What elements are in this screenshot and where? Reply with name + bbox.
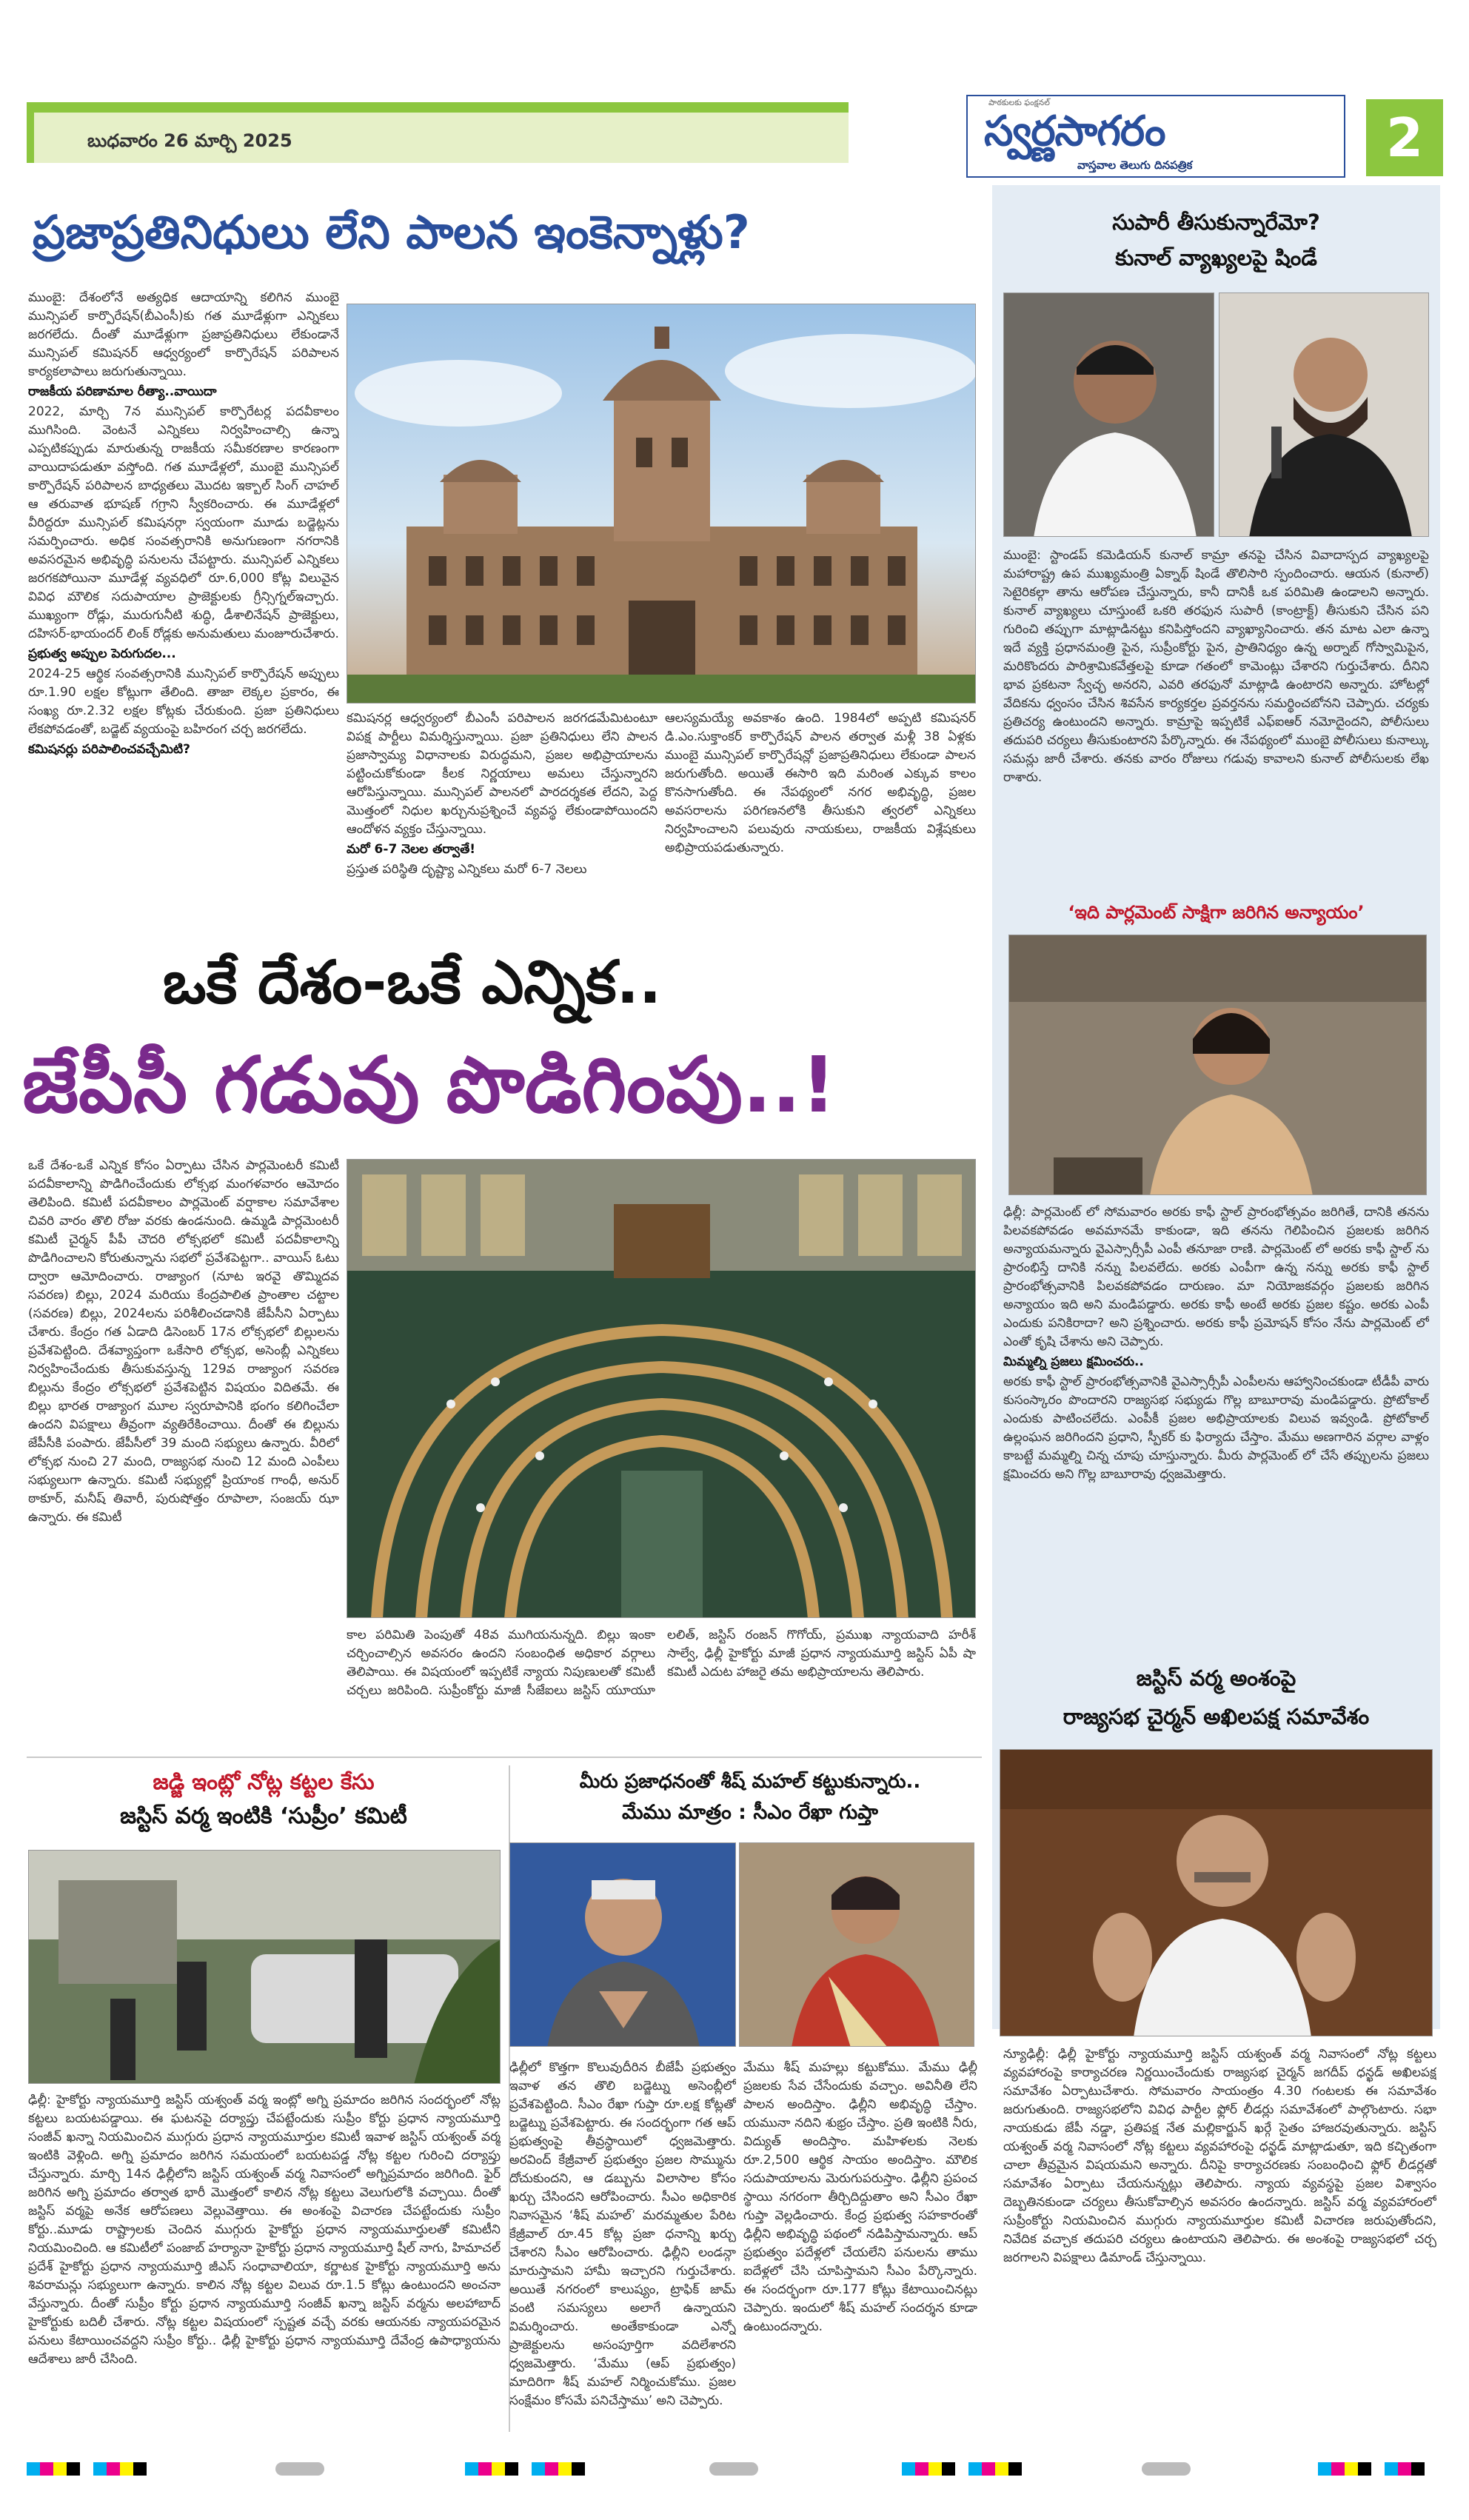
subhead-2: ప్రభుత్వ అప్పుల పెరుగుదల... xyxy=(28,646,176,661)
kejriwal-illustration xyxy=(510,1843,736,2047)
para-1: ముంబై: దేశంలోనే అత్యధిక ఆదాయాన్ని కలిగిన ముంబై మున్సిపల్ కార్పొరేషన్(బీఎంసీ)కు గత మూడేళ్లుగా ఎన్నికలు జరగలేదు. దీంతో మూడేళ్లుగా ప్రజాప్రతినిధులు లేకుండానే మున్సిపల్ కమిషనర్ ఆధ్వర్యంలో కార్పొరేషన్ పరిపాలన కార్యకలాపాలు జరుగుతున్నాయి. xyxy=(28,290,339,379)
judge-headline: జస్టిస్ వర్మ ఇంటికి ‘సుప్రీం’ కమిటీ xyxy=(120,1803,407,1829)
divider-horizontal xyxy=(27,1757,982,1758)
registration-strip-left xyxy=(27,2462,147,2476)
sidebar3-body-text: న్యూఢిల్లీ: ఢిల్లీ హైకోర్టు న్యాయమూర్తి జస్టిస్ యశ్వంత్ వర్మ నివాసంలో నోట్ల కట్టలు వ్యవహారంపై కార్యాచరణ నిర్ణయించేందుకు రాజ్యసభ చైర్మన్ జగదీప్ ధన్ఖడ్ అఖిలపక్ష సమావేశం ఏర్పాటుచేశారు. సోమవారం సాయంత్రం 4.30 గంటలకు ఈ సమావేశం జరుగుతుంది. రాజ్యసభలోని వివిధ పార్టీల ఫ్లోర్ లీడర్లు సమావేశంలో పాల్గొంటారు. సభా నాయకుడు జేపీ నడ్డా, ప్రతిపక్ష నేత మల్లికార్జున్ ఖర్గే సైతం హాజరవుతున్నారు. జస్టిస్ యశ్వంత్ వర్మ నివాసంలో నోట్ల కట్టలు వ్యవహారంపై ధన్ఖడ్ మాట్లాడుతూ, ఇది కచ్చితంగా చాలా తీవ్రమైన విషయమని అన్నారు. దీనిపై కార్యాచరణకు సంబంధించి ఫ్లోర్ లీడర్లతో సమావేశం ఏర్పాటు చేయనున్నట్లు తెలిపారు. న్యాయ వ్యవస్థపై ప్రజల విశ్వాసం దెబ్బతినకుండా చర్యలు తీసుకోవాల్సిన అవసరం ఉందన్నారు. జస్టిస్ వర్మ వ్యవహారంలో సుప్రీంకోర్టు నియమించిన ముగ్గురు న్యాయమూర్తుల కమిటీ విచారణ జరుపుతోందని, నివేదిక వచ్చాక తదుపరి చర్యలు ఉంటాయని తెలిపారు. ఈ అంశంపై రాజ్యసభలో చర్చ జరగాలని విపక్షాలు డిమాండ్ చేస్తున్నాయి. xyxy=(1003,2047,1436,2265)
jpc-col1 xyxy=(28,1157,339,1749)
main-story-col2 xyxy=(347,709,657,895)
issue-date: బుధవారం 26 మార్చి 2025 xyxy=(87,130,292,151)
main-story-col1 xyxy=(28,289,339,889)
tanuja-rani-photo xyxy=(1008,935,1427,1195)
sheesh-headline-line1: మీరు ప్రజాధనంతో శీష్ మహల్ కట్టుకున్నారు.. xyxy=(579,1771,921,1793)
dhankhar-photo xyxy=(1000,1749,1433,2036)
lok-sabha-photo xyxy=(347,1159,976,1618)
lok-sabha-illustration xyxy=(347,1160,976,1618)
judge-house-illustration xyxy=(29,1851,501,2084)
kunal-kamra-photo xyxy=(1219,293,1429,537)
jpc-col2-col3 xyxy=(347,1626,976,1752)
masthead-logo xyxy=(966,95,1345,178)
sheesh-col1 xyxy=(509,2059,736,2429)
sidebar3-body xyxy=(1003,2045,1436,2430)
col2-subhead: మరో 6-7 నెలల తర్వాతే! xyxy=(347,842,476,857)
subhead-1: రాజకీయ పరిణామాల రీత్యా..వాయిదా xyxy=(28,384,217,399)
para-3: 2024-25 ఆర్థిక సంవత్సరానికి మున్సిపల్ కార్పొరేషన్ అప్పులు రూ.1.90 లక్షల కోట్లుగా తేలింది. తాజా లెక్కల ప్రకారం, ఈ సంఖ్య రూ.2.32 లక్షల కోట్లకు చేరుకుంది. ప్రజా ప్రతినిధులు లేకపోవడంతో, బడ్జెట్ వ్యయంపై బహిరంగ చర్చ జరగలేదు. xyxy=(28,666,339,737)
date-bar-stripe xyxy=(27,102,849,113)
bmc-building-illustration xyxy=(347,304,976,703)
judge-house-photo xyxy=(28,1850,501,2084)
sidebar1-headline-line1: సుపారీ తీసుకున్నారేమో? xyxy=(1112,210,1320,235)
col2-tail: ప్రస్తుత పరిస్థితి దృష్ట్యా ఎన్నికలు మరో 6-7 నెలలు xyxy=(347,862,587,877)
sidebar2-body2-text: అరకు కాఫీ స్టాల్ ప్రారంభోత్సవానికి వైఎస్సార్సీపీ ఎంపీలను ఆహ్వానించకుండా టీడీపీ వారు కుసంస్కారం పొందారని రాజ్యసభ సభ్యుడు గొల్ల బాబూరావు మండిపడ్డారు. ప్రోటోకాల్ ఎందుకు పాటించలేదు. ఎంపీకీ ప్రజల అభిప్రాయాలకు విలువ ఇవ్వండి. ప్రోటోకాల్ ఉల్లంఘన జరిగిందని ప్రధాని, స్పీకర్ కు ఫిర్యాదు చేస్తాం. మేము అణగారిన వర్గాల వాళ్లం కాబట్టే మమ్మల్ని చిన్న చూపు చూస్తున్నారు. మీరు పార్లమెంట్ లో చేసే తప్పులను ప్రజలు క్షమించరు అని గొల్ల బాబూరావు ధ్వజమెత్తారు. xyxy=(1003,1374,1429,1482)
logo-top-text: పాఠకులకు ఫంక్షనల్ xyxy=(988,98,1050,107)
dhankhar-illustration xyxy=(1000,1750,1433,2036)
registration-pill-3 xyxy=(1142,2462,1191,2476)
logo-tagline: వాస్తవాల తెలుగు దినపత్రిక xyxy=(1077,158,1193,172)
registration-strip-right xyxy=(902,2462,1022,2476)
registration-pill-1 xyxy=(275,2462,324,2476)
jpc-headline-line1: ఒకే దేశం-ఒకే ఎన్నిక.. xyxy=(163,948,662,1017)
jpc-col3-text: కాల పరిమితి పెంపుతో 48వ ముగియనున్నది. బిల్లు ఇంకా చర్చించాల్సిన అవసరం ఉందని సంబంధిత అధికార వర్గాలు తెలిపాయి. ఈ విషయంలో ఇప్పటికే న్యాయ నిపుణులతో కమిటీ చర్చలు జరిపింది. సుప్రీంకోర్టు మాజీ సీజేఐలు జస్టిస్ యూయూ లలిత్, జస్టిస్ రంజన్ గొగోయ్, ప్రముఖ న్యాయవాది హరీశ్ సాల్వే, ఢిల్లీ హైకోర్టు మాజీ ప్రధాన న్యాయమూర్తి జస్టిస్ ఏపీ షా కమిటీ ఎదుట హాజరై తమ అభిప్రాయాలను తెలిపారు. xyxy=(347,1628,976,1698)
kejriwal-photo xyxy=(509,1842,736,2047)
sidebar3-headline-line2: రాజ్యసభ చైర్మన్ అఖిలపక్ష సమావేశం xyxy=(1063,1704,1370,1729)
jpc-col1-text: ఒకే దేశం-ఒకే ఎన్నిక కోసం ఏర్పాటు చేసిన పార్లమెంటరీ కమిటీ పదవీకాలాన్ని పొడిగించేందుకు లోక్సభ మంగళవారం ఆమోదం తెలిపింది. కమిటీ పదవీకాలం పార్లమెంట్ వర్షాకాల సమావేశాల చివరి వారం తొలి రోజు వరకు ఉండనుంది. ఉమ్మడి పార్లమెంటరీ కమిటీ చైర్మన్ పీపీ చౌదరి లోక్సభలో కమిటీ పదవీకాలాన్ని పొడిగించాలని కోరుతున్నాను సభలో ప్రవేశపెట్టగా.. వాయిస్ ఓటు ద్వారా ఆమోదించారు. రాజ్యాంగ (నూట ఇరవై తొమ్మిదవ సవరణ) బిల్లు, 2024 మరియు కేంద్రపాలిత ప్రాంతాల చట్టాల (సవరణ) బిల్లు, 2024లను పరిశీలించడానికి జేపీసీని ఏర్పాటు చేశారు. కేంద్రం గత ఏడాది డిసెంబర్ 17న లోక్సభలో బిల్లులను ప్రవేశపెట్టింది. దేశవ్యాప్తంగా ఒకేసారి లోక్సభ, అసెంబ్లీ ఎన్నికలు నిర్వహించేందుకు తీసుకువస్తున్న 129వ రాజ్యాంగ సవరణ బిల్లును కేంద్రం లోక్సభలో ప్రవేశపెట్టిన విషయం విదితమే. ఈ బిల్లు భారత రాజ్యాంగ మూల స్వరూపానికి భంగం కలిగించేలా ఉందని విపక్షాలు తీవ్రంగా వ్యతిరేకించాయి. దీంతో ఈ బిల్లును జేపీసీకి పంపారు. జేపీసీలో 39 మంది సభ్యులు ఉన్నారు. వీరిలో లోక్సభ నుంచి 27 మంది, రాజ్యసభ నుంచి 12 మంది ఎంపీలు సభ్యులుగా ఉన్నారు. కమిటీ సభ్యుల్లో ప్రియాంక గాంధీ, అనుర్ ఠాకూర్, మనీష్ తివారీ, పురుషోత్తం రూపాలా, సంజయ్ ఝా ఉన్నారు. ఈ కమిటీ xyxy=(28,1158,339,1525)
sheesh-col2 xyxy=(743,2059,977,2429)
para-2: 2022, మార్చి 7న మున్సిపల్ కార్పొరేటర్ల పదవీకాలం ముగిసింది. వెంటనే ఎన్నికలు నిర్వహించాల్సి ఉన్నా ఎప్పటికప్పుడు మారుతున్న రాజకీయ సమీకరణాల కారణంగా వాయిదాపడుతూ వస్తోంది. గత మూడేళ్లలో, ముంబై మున్సిపల్ కార్పొరేషన్ పరిపాలన బాధ్యతలు మొదట ఇక్బాల్ సింగ్ చాహల్ ఆ తరువాత భూషణ్ గగ్రాని స్వీకరించారు. ఈ మూడేళ్లలో వీరిద్దరూ మున్సిపల్ కమిషనర్గా స్వయంగా మూడు బడ్జెట్లను సమర్పించారు. అధిక సంవత్సరానికి అనుగుణంగా నగరానికి అవసరమైన అభివృద్ధి పనులను చేపట్టారు. మున్సిపల్ ఎన్నికలు జరగకపోయినా మూడేళ్ల వ్యవధిలో రూ.6,000 కోట్ల విలువైన వివిధ మౌలిక సదుపాయాల ప్రాజెక్టులకు గ్రీన్సిగ్నల్ఇచ్చారు. ముఖ్యంగా రోడ్లు, మురుగునీటి శుద్ధి, డీశాలినేషన్ ప్రాజెక్టులు, దహిసర్-భాయందర్ లింక్ రోడ్లకు అనుమతులు మంజూరుచేశారు. xyxy=(28,404,339,641)
jpc-headline-line2: జేపీసీ గడువు పొడిగింపు..! xyxy=(22,1040,837,1130)
sidebar2-body xyxy=(1003,1203,1429,1607)
sidebar2-subhead: మిమ్మల్ని ప్రజలు క్షమించరు.. xyxy=(1003,1354,1144,1369)
col3-text: ఆలస్యమయ్యే అవకాశం ఉంది. 1984లో అప్పటి కమిషనర్ డి.ఎం.సుక్తాంకర్ కార్పొరేషన్ పాలన తర్వాత మళ్లీ 38 ఏళ్లకు ముంబై మున్సిపల్ కార్పొరేషన్లో ప్రజాప్రతినిధులు లేకుండా పాలన జరుగుతోంది. అయితే ఈసారి ఇది మరింత ఎక్కువ కాలం కొనసాగుతోంది. ఈ నేపథ్యంలో నగర అభివృద్ధి, ప్రజల అవసరాలను పరిగణనలోకి తీసుకుని త్వరలో ఎన్నికలు నిర్వహించాలని పలువురు నాయకులు, రాజకీయ విశ్లేషకులు అభిప్రాయపడుతున్నారు. xyxy=(665,711,976,855)
sidebar2-body-text: ఢిల్లీ: పార్లమెంట్ లో సోమవారం అరకు కాఫీ స్టాల్ ప్రారంభోత్సవం జరిగితే, దానికి తనను పిలవకపోవడం అవమానమే కాకుండా, ఇది తనను గెలిపించిన ప్రజలకు జరిగిన అన్యాయమన్నారు వైఎస్సార్సీపీ ఎంపీ తనూజా రాణి. పార్లమెంట్ లో అరకు కాఫీ స్టాల్ ను ప్రారంభిస్తే దానికి నన్ను పిలవలేదు. అరకు ఎంపీగా ఉన్న నన్ను అరకు కాఫీ స్టాల్ ప్రారంభోత్సవానికి పిలవకపోవడం దారుణం. మా నియోజకవర్గం ప్రజలకు జరిగిన అన్యాయం ఇది అని మండిపడ్డారు. అరకు కాఫీ అంటే అరకు ప్రజల కష్టం. అరకు ఎంపీ ఎందుకు పనికిరాదా? అని ప్రశ్నించారు. అరకు కాఫీ ప్రమోషన్ కోసం నేను పార్లమెంట్ లో ఎంతో కృషి చేశాను అని చెప్పారు. xyxy=(1003,1205,1429,1349)
registration-strip-mid xyxy=(465,2462,585,2476)
logo-title: స్వర్ణసాగరం xyxy=(984,107,1165,156)
col2-text: కమిషనర్ల ఆధ్వర్యంలో బీఎంసీ పరిపాలన జరగడమేమిటంటూ విపక్ష పార్టీలు విమర్శిస్తున్నాయి. ప్రజా ప్రతినిధులు లేని పాలన ప్రజాస్వామ్య విధానాలకు విరుద్ధమని, ప్రజల అభిప్రాయాలను పట్టించుకోకుండా కీలక నిర్ణయాలు అమలు చేస్తున్నారని ఆరోపిస్తున్నాయి. మున్సిపల్ పాలనలో పారదర్శకత లేదని, పెద్ద మొత్తంలో నిధుల ఖర్చునుప్రశ్నించే వ్యవస్థ లేకుండాపోయిందని ఆందోళన వ్యక్తం చేస్తున్నాయి. xyxy=(347,711,657,837)
sidebar1-headline-line2: కునాల్ వ్యాఖ్యలపై షిండే xyxy=(1115,245,1317,270)
sidebar1-body xyxy=(1003,547,1429,895)
shinde-illustration xyxy=(1004,293,1214,537)
kunal-kamra-illustration xyxy=(1219,293,1429,537)
shinde-photo xyxy=(1003,293,1214,537)
sheesh-headline-line2: మేము మాత్రం : సీఎం రేఖా గుప్తా xyxy=(621,1801,879,1824)
tanuja-rani-illustration xyxy=(1009,935,1427,1195)
sheesh-col2-text: మేము శీష్ మహల్లు కట్టుకోము. మేము ఢిల్లీ ప్రజలకు సేవ చేసేందుకు వచ్చాం. అవినీతి లేని పాలన అందిస్తాం. ఢిల్లీని అభివృద్ధి చేస్తాం. యమునా నదిని శుభ్రం చేస్తాం. ప్రతి ఇంటికి నీరు, విద్యుత్ అందిస్తాం. మహిళలకు నెలకు రూ.2,500 ఆర్థిక సాయం అందిస్తాం. మౌలిక సదుపాయాలను మెరుగుపరుస్తాం. ఢిల్లీని ప్రపంచ స్థాయి నగరంగా తీర్చిదిద్దుతాం అని సీఎం రేఖా గుప్తా వెల్లడించారు. కేంద్ర ప్రభుత్వ సహకారంతో ఢిల్లీని అభివృద్ధి పథంలో నడిపిస్తామన్నారు. ఆప్ ప్రభుత్వం పదేళ్లలో చేయలేని పనులను తాము ఐదేళ్లలో చేసి చూపిస్తామని సీఎం పేర్కొన్నారు. ఈ సందర్భంగా రూ.177 కోట్లు కేటాయించినట్లు చెప్పారు. ఇందులో శీష్ మహల్ సందర్శన కూడా ఉంటుందన్నారు. xyxy=(743,2060,977,2334)
sidebar3-headline-line1: జస్టిస్ వర్మ అంశంపై xyxy=(1136,1665,1296,1691)
judge-body xyxy=(28,2091,501,2432)
rekha-gupta-illustration xyxy=(740,1843,974,2047)
page-number: 2 xyxy=(1385,107,1424,169)
rekha-gupta-photo xyxy=(739,1842,974,2047)
sheesh-col1-text: ఢిల్లీలో కొత్తగా కొలువుదీరిన బీజేపీ ప్రభుత్వం ఇవాళ తన తొలి బడ్జెట్ను అసెంబ్లీలో ప్రవేశపెట్టింది. సీఎం రేఖా గుప్తా రూ.లక్ష కోట్లతో బడ్జెట్ను ప్రవేశపెట్టారు. ఈ సందర్భంగా గత ఆప్ ప్రభుత్వంపై తీవ్రస్థాయిలో ధ్వజమెత్తారు. అరవింద్ కేజ్రీవాల్ ప్రభుత్వం ప్రజల సొమ్మును దోచుకుందని, ఆ డబ్బును విలాసాల కోసం ఖర్చు చేసిందని ఆరోపించారు. సీఎం అధికారిక నివాసమైన ‘శీష్ మహల్’ మరమ్మతుల పేరిట కేజ్రీవాల్ రూ.45 కోట్ల ప్రజా ధనాన్ని ఖర్చు చేశారని సీఎం ఆరోపించారు. ఢిల్లీని లండన్గా మారుస్తామని హామీ ఇచ్చారని గుర్తుచేశారు. అయితే నగరంలో కాలుష్యం, ట్రాఫిక్ జామ్ వంటి సమస్యలు అలాగే ఉన్నాయని విమర్శించారు. అంతేకాకుండా ఎన్నో ప్రాజెక్టులను అసంపూర్తిగా వదిలేశారని ధ్వజమెత్తారు. ‘మేము (ఆప్ ప్రభుత్వం) మాదిరిగా శీష్ మహల్ నిర్మించుకోము. ప్రజల సంక్షేమం కోసమే పనిచేస్తాము’ అని చెప్పారు. xyxy=(509,2060,736,2408)
sidebar1-body-text: ముంబై: స్టాండప్ కమెడియన్ కునాల్ కామ్రా తనపై చేసిన వివాదాస్పద వ్యాఖ్యలపై మహారాష్ట్ర ఉప ముఖ్యమంత్రి ఏక్నాథ్ షిండే తొలిసారి స్పందించారు. ఆయన (కునాల్) సెటైరికల్గా తాను ఆరోపణ చేస్తున్నారు, కానీ దానికీ ఒక పరిమితి ఉండాలని అన్నారు. కునాల్ వ్యాఖ్యలు చూస్తుంటే ఒకరి తరఫున సుపారీ (కాంట్రాక్ట్) తీసుకుని చేసిన పని గురించి తప్పుగా మాట్లాడినట్టు కనిపిస్తోందని వ్యాఖ్యానించారు. తన మాట ఎలా ఉన్నా ఇదే వ్యక్తి ప్రధానమంత్రి పైన, సుప్రీంకోర్టు పైన, ప్రాతినిధ్యం ఉన్న అర్నాబ్ గోస్వామిపైన, మరికొందరు పారిశ్రామికవేత్తలపై కూడా గతంలో కామెంట్లు చేశారని గుర్తుచేశారు. దీనిని భావ ప్రకటనా స్వేచ్ఛ అనరని, ఎవరి తరఫునో మాట్లాడి ఉంటారని అన్నారు. హోటల్లో వేదికను ధ్వంసం చేసిన శివసేన కార్యకర్తల ప్రవర్తనను సమర్థించబోనని చెప్పారు. చర్యకు ప్రతిచర్య ఉంటుందని అన్నారు. కామ్రాపై ఇప్పటికే ఎఫ్ఐఆర్ నమోదైందని, పోలీసులు తదుపరి చర్యలు తీసుకుంటారని పేర్కొన్నారు. ఈ నేపథ్యంలో ముంబై పోలీసులు కునాల్కు సమన్లు జారీ చేశారు. తనకు వారం రోజులు గడువు కావాలని కునాల్ పోలీసులకు లేఖ రాశారు. xyxy=(1003,548,1429,785)
registration-strip-far-right xyxy=(1318,2462,1425,2476)
judge-kicker: జడ్జి ఇంట్లో నోట్ల కట్టల కేసు xyxy=(153,1769,375,1794)
subhead-3: కమిషనర్లు పరిపాలించవచ్చేమిటి? xyxy=(28,742,190,757)
main-headline: ప్రజాప్రతినిధులు లేని పాలన ఇంకెన్నాళ్లు? xyxy=(33,205,750,259)
main-story-col3 xyxy=(665,709,976,887)
registration-pill-2 xyxy=(709,2462,758,2476)
judge-body-text: ఢిల్లీ: హైకోర్టు న్యాయమూర్తి జస్టిస్ యశ్వంత్ వర్మ ఇంట్లో అగ్ని ప్రమాదం జరిగిన సందర్భంలో నోట్ల కట్టలు బయటపడ్డాయి. ఈ ఘటనపై దర్యాప్తు చేపట్టేందుకు సుప్రీం కోర్టు ప్రధాన న్యాయమూర్తి సంజీవ్ ఖన్నా నియమించిన ముగ్గురు ప్రధాన న్యాయమూర్తుల కమిటీ ఇవాళ జస్టిస్ యశ్వంత్ వర్మ ఇంటికి వెళ్లింది. అగ్ని ప్రమాదం జరిగిన సమయంలో బయటపడ్డ నోట్ల కట్టల గురించి దర్యాప్తు చేస్తున్నారు. మార్చి 14న ఢిల్లీలోని జస్టిస్ యశ్వంత్ వర్మ నివాసంలో అగ్నిప్రమాదం జరిగింది. ఫైర్ జరిగిన అగ్ని ప్రమాదం తర్వాత భారీ మొత్తంలో కాలిన నోట్ల కట్టలు వెలుగులోకి వచ్చాయి. దీంతో జస్టిస్ వర్మపై అనేక ఆరోపణలు వెల్లువెత్తాయి. ఈ అంశంపై విచారణ చేపట్టేందుకు సుప్రీం కోర్టు..మూడు రాష్ట్రాలకు చెందిన ముగ్గురు హైకోర్టు ప్రధాన న్యాయమూర్తులతో కమిటీని నియమించింది. ఆ కమిటీలో పంజాబ్ హర్యానా హైకోర్టు ప్రధాన న్యాయమూర్తి షీల్ నాగు, హిమాచల్ ప్రదేశ్ హైకోర్టు ప్రధాన న్యాయమూర్తి జీఎస్ సంధావాలియా, కర్ణాటక హైకోర్టు న్యాయమూర్తి అను శివరామన్లు సభ్యులుగా ఉన్నారు. కాలిన నోట్ల కట్టల విలువ రూ.1.5 కోట్లు ఉంటుందని అంచనా వేస్తున్నారు. దీంతో సుప్రీం కోర్టు ప్రధాన న్యాయమూర్తి సంజీవ్ ఖన్నా జస్టిస్ వర్మను అలహాబాద్ హైకోర్టుకు బదిలీ చేశారు. నోట్ల కట్టల విషయంలో స్పష్టత వచ్చే వరకు ఆయనకు న్యాయపరమైన పనులు కేటాయించవద్దని సుప్రీం కోర్టు.. ఢిల్లీ హైకోర్టు ప్రధాన న్యాయమూర్తి దేవేంద్ర ఉపాధ్యాయను ఆదేశాలు జారీ చేసింది. xyxy=(28,2093,501,2367)
bmc-building-photo xyxy=(347,304,976,703)
sidebar2-headline: ‘ఇది పార్లమెంట్ సాక్షిగా జరిగిన అన్యాయం’ xyxy=(1068,902,1365,923)
